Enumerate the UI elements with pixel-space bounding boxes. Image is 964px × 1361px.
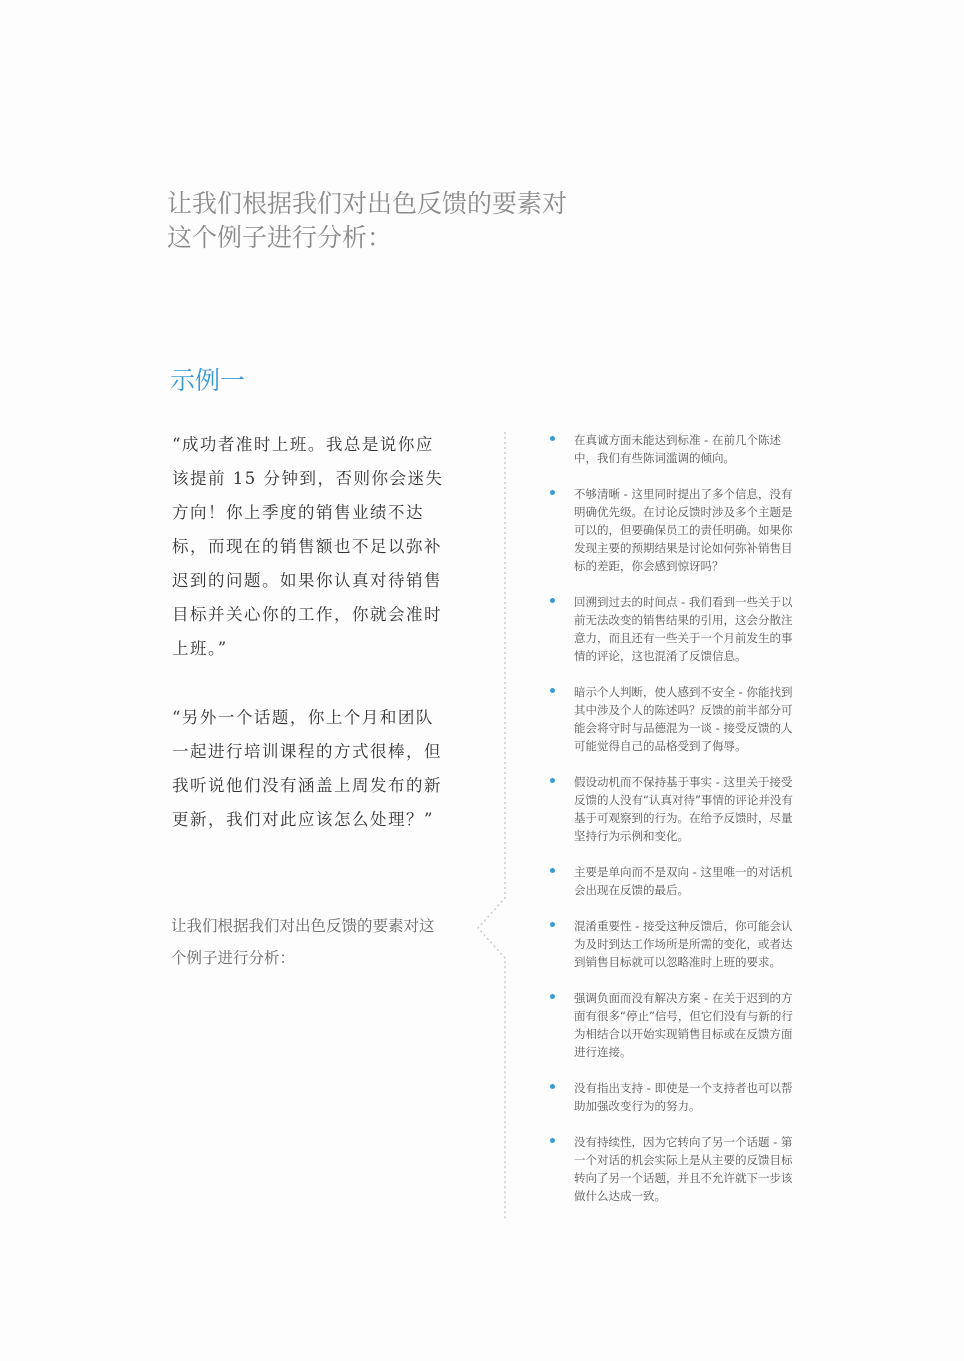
list-item-text: 在真诚方面未能达到标准 - 在前几个陈述中，我们有些陈词滥调的倾向。 (574, 433, 781, 465)
list-item-text: 假设动机而不保持基于事实 - 这里关于接受反馈的人没有“认真对待”事情的评论并没有基于可观察到的行为。在给予反馈时，尽量坚持行为示例和变化。 (574, 775, 793, 843)
bullet-dot-icon (550, 778, 555, 783)
analysis-list (548, 431, 796, 1205)
bullet-dot-icon (550, 1138, 555, 1143)
analysis-intro: 让我们根据我们对出色反馈的要素对这个例子进行分析： (171, 917, 435, 967)
example-title: 示例一 (170, 366, 246, 395)
list-item-text: 暗示个人判断，使人感到不安全 - 你能找到其中涉及个人的陈述吗？反馈的前半部分可能会将守时与品德混为一谈 - 接受反馈的人可能觉得自己的品格受到了侮辱。 (574, 685, 793, 753)
list-item (548, 863, 796, 899)
list-item (548, 683, 796, 755)
list-item-text: 回溯到过去的时间点 - 我们看到一些关于以前无法改变的销售结果的引用，这会分散注意力，而且还有一些关于一个月前发生的事情的评论，这也混淆了反馈信息。 (574, 595, 793, 663)
list-item-text: 混淆重要性 - 接受这种反馈后，你可能会认为及时到达工作场所是所需的变化，或者达到销售目标就可以忽略准时上班的要求。 (574, 919, 793, 969)
list-item-text: 没有指出支持 - 即使是一个支持者也可以帮助加强改变行为的努力。 (574, 1081, 793, 1113)
quote-one: “成功者准时上班。我总是说你应该提前 15 分钟到，否则你会迷失方向！你上季度的销售业绩不达标，而现在的销售额也不足以弥补迟到的问题。如果你认真对待销售目标并关心你的工作，你就会准时上班。” (172, 435, 444, 658)
list-item-text: 没有持续性，因为它转向了另一个话题 - 第一个对话的机会实际上是从主要的反馈目标转向了另一个话题，并且不允许就下一步该做什么达成一致。 (574, 1135, 793, 1203)
list-item-text: 主要是单向而不是双向 - 这里唯一的对话机会出现在反馈的最后。 (574, 865, 793, 897)
list-item (548, 485, 796, 575)
bullet-dot-icon (550, 490, 555, 495)
page-heading: 让我们根据我们对出色反馈的要素对这个例子进行分析： (167, 189, 568, 252)
list-item (548, 917, 796, 971)
list-item (548, 1079, 796, 1115)
bullet-dot-icon (550, 688, 555, 693)
bullet-dot-icon (550, 994, 555, 999)
bullet-dot-icon (550, 436, 555, 441)
list-item-text: 不够清晰 - 这里同时提出了多个信息，没有明确优先级。在讨论反馈时涉及多个主题是可以的，但要确保员工的责任明确。如果你发现主要的预期结果是讨论如何弥补销售目标的差距，你会感到惊讶吗？ (574, 487, 793, 573)
list-item (548, 1133, 796, 1205)
list-item (548, 593, 796, 665)
bullet-dot-icon (550, 598, 555, 603)
bullet-dot-icon (550, 1084, 555, 1089)
list-item-text: 强调负面而没有解决方案 - 在关于迟到的方面有很多“停止”信号，但它们没有与新的行为相结合以开始实现销售目标或在反馈方面进行连接。 (574, 991, 793, 1059)
bullet-dot-icon (550, 922, 555, 927)
list-item (548, 431, 796, 467)
quote-two: “另外一个话题，你上个月和团队一起进行培训课程的方式很棒，但我听说他们没有涵盖上周发布的新更新，我们对此应该怎么处理？” (172, 708, 442, 829)
list-item (548, 989, 796, 1061)
bullet-dot-icon (550, 868, 555, 873)
dotted-divider (476, 432, 508, 1220)
list-item (548, 773, 796, 845)
